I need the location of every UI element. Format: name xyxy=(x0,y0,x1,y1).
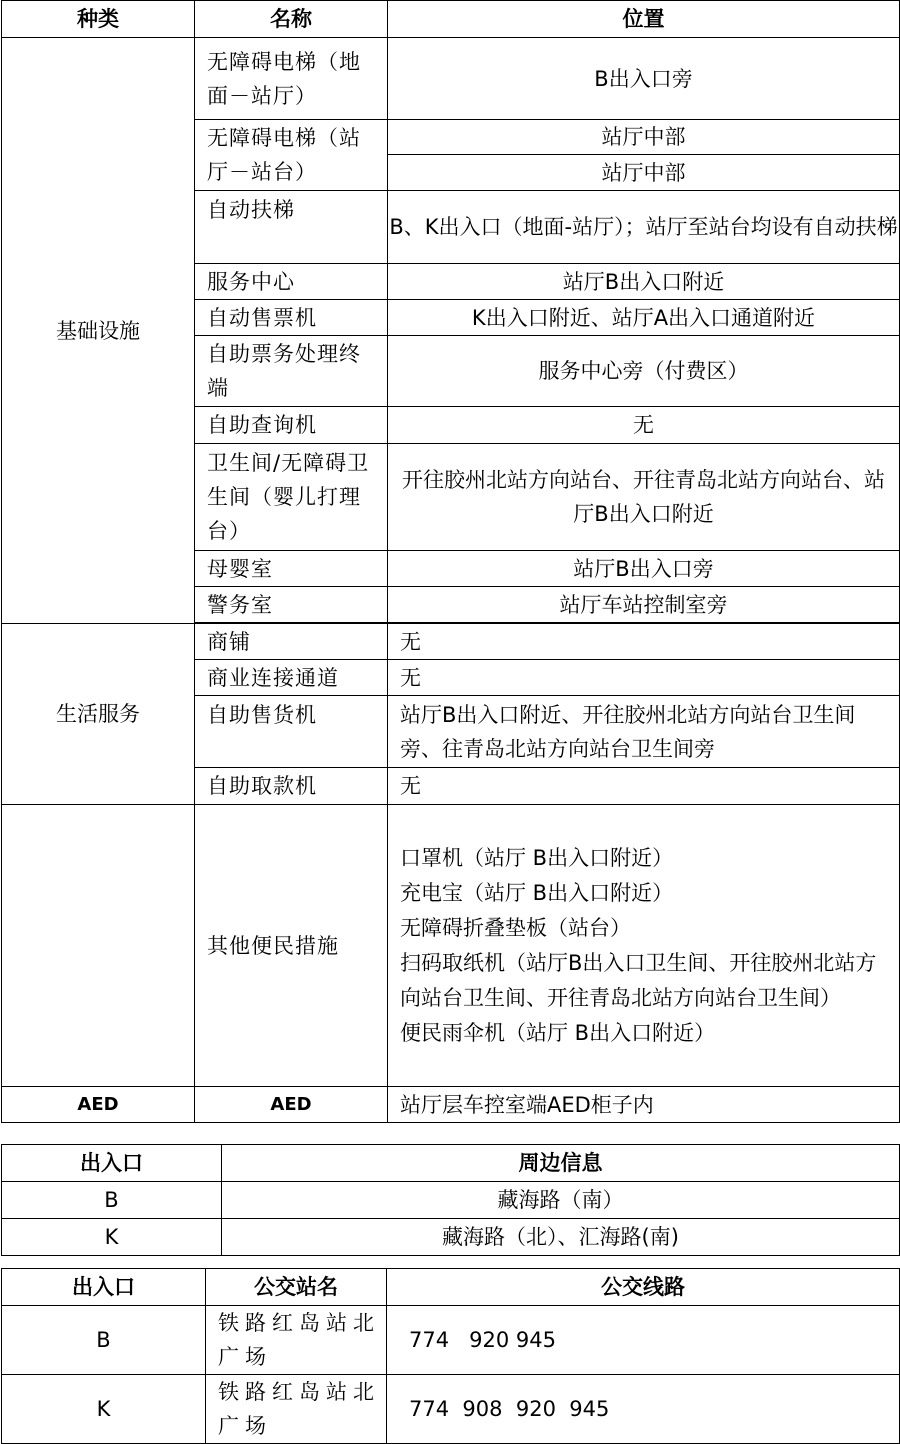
list-item: 无障碍折叠垫板（站台） xyxy=(400,915,631,940)
facility-location: 无 xyxy=(388,407,900,444)
header-location: 位置 xyxy=(388,1,900,38)
info-cell: 藏海路（南） xyxy=(222,1182,900,1219)
gate-cell: K xyxy=(2,1375,206,1444)
facility-location: 站厅车站控制室旁 xyxy=(388,587,900,623)
facility-name: 商业连接通道 xyxy=(195,660,388,696)
header-name: 名称 xyxy=(195,1,388,38)
table-row xyxy=(2,1219,900,1256)
info-cell: 藏海路（北）、汇海路(南) xyxy=(222,1219,900,1256)
facility-name: 自助售货机 xyxy=(195,696,388,768)
facility-name: 自动售票机 xyxy=(195,300,388,336)
facility-name: 无障碍电梯（地面－站厅） xyxy=(195,38,388,120)
header-info: 周边信息 xyxy=(222,1145,900,1182)
list-item: 充电宝（站厅 B出入口附近） xyxy=(400,880,674,905)
facility-location: 站厅层车控室端AED柜子内 xyxy=(388,1087,900,1123)
header-lines: 公交线路 xyxy=(387,1269,900,1306)
header-gate: 出入口 xyxy=(2,1269,206,1306)
category-basic: 基础设施 xyxy=(2,38,195,624)
facility-name: 服务中心 xyxy=(195,264,388,300)
table-header-row xyxy=(2,1,900,38)
facility-name: 自助票务处理终端 xyxy=(195,336,388,407)
facility-name: 自助查询机 xyxy=(195,407,388,444)
gate-cell: B xyxy=(2,1306,206,1375)
facility-location: 无 xyxy=(388,624,900,660)
facility-location: 站厅中部 xyxy=(388,120,900,155)
facility-name: 母婴室 xyxy=(195,551,388,587)
stop-cell: 铁路红岛站北广场 xyxy=(206,1375,387,1444)
table-row xyxy=(2,1087,900,1123)
facility-location-list xyxy=(388,805,900,1087)
facility-location: 开往胶州北站方向站台、开往青岛北站方向站台、站厅B出入口附近 xyxy=(388,444,900,551)
header-gate: 出入口 xyxy=(2,1145,222,1182)
facility-location: 服务中心旁（付费区） xyxy=(388,336,900,407)
facility-name: 自动扶梯 xyxy=(195,191,388,264)
table-row xyxy=(2,805,900,1087)
gate-cell: K xyxy=(2,1219,222,1256)
stop-cell: 铁路红岛站北广场 xyxy=(206,1306,387,1375)
lines-cell: 774 920 945 xyxy=(387,1306,900,1375)
facility-name: AED xyxy=(195,1087,388,1123)
table-row xyxy=(2,1375,900,1444)
category-aed: AED xyxy=(2,1087,195,1123)
facility-name: 其他便民措施 xyxy=(195,805,388,1087)
facility-name: 卫生间/无障碍卫生间（婴儿打理台） xyxy=(195,444,388,551)
facility-location: B出入口旁 xyxy=(388,38,900,120)
table-row xyxy=(2,1182,900,1219)
gate-cell: B xyxy=(2,1182,222,1219)
surroundings-table xyxy=(1,1144,900,1256)
header-stop: 公交站名 xyxy=(206,1269,387,1306)
table-row xyxy=(2,1306,900,1375)
bus-table xyxy=(1,1268,900,1444)
facility-location: 站厅B出入口附近、开往胶州北站方向站台卫生间旁、往青岛北站方向站台卫生间旁 xyxy=(388,696,900,768)
facility-name: 无障碍电梯（站厅－站台） xyxy=(195,120,388,191)
facility-location: 站厅B出入口附近 xyxy=(388,264,900,300)
facility-location: B、K出入口（地面-站厅）；站厅至站台均设有自动扶梯 xyxy=(388,191,900,264)
table-row xyxy=(2,38,900,120)
list-item: 口罩机（站厅 B出入口附近） xyxy=(400,845,674,870)
table-row xyxy=(2,624,900,660)
facility-location: 无 xyxy=(388,768,900,805)
facility-location: K出入口附近、站厅A出入口通道附近 xyxy=(388,300,900,336)
facility-name: 商铺 xyxy=(195,624,388,660)
header-category: 种类 xyxy=(2,1,195,38)
category-other xyxy=(2,805,195,1087)
table-header-row xyxy=(2,1145,900,1182)
facility-name: 自助取款机 xyxy=(195,768,388,805)
facility-name: 警务室 xyxy=(195,587,388,623)
facility-location: 无 xyxy=(388,660,900,696)
list-item: 扫码取纸机（站厅B出入口卫生间、开往胶州北站方向站台卫生间、开往青岛北站方向站台卫生间） xyxy=(400,950,877,1010)
list-item: 便民雨伞机（站厅 B出入口附近） xyxy=(400,1020,716,1045)
category-life: 生活服务 xyxy=(2,624,195,805)
table-header-row xyxy=(2,1269,900,1306)
facility-location: 站厅B出入口旁 xyxy=(388,551,900,587)
lines-cell: 774 908 920 945 xyxy=(387,1375,900,1444)
facility-location: 站厅中部 xyxy=(388,155,900,191)
facilities-table xyxy=(1,0,900,1123)
